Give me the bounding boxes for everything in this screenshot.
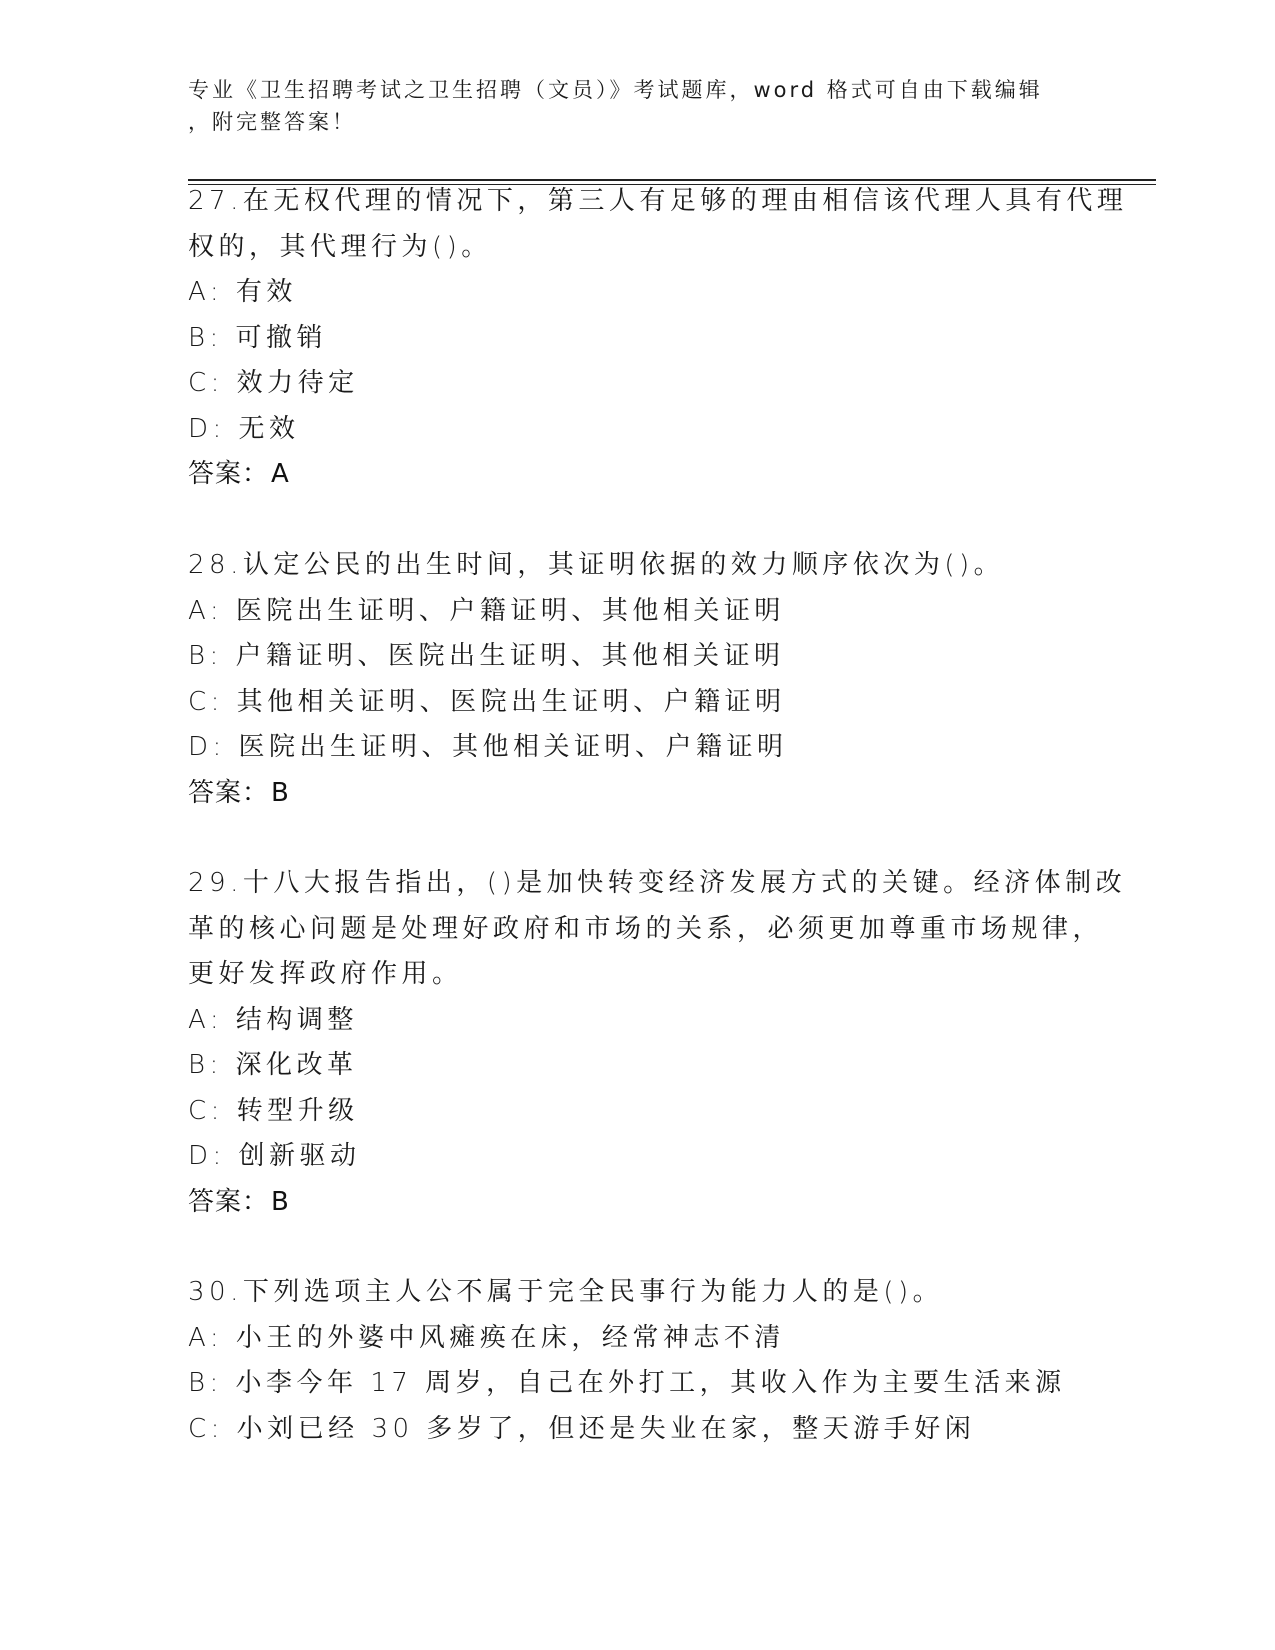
answer-value: B [271,1186,290,1217]
answer-label: 答案： [188,1186,270,1217]
option-c: C: 转型升级 [188,1095,359,1126]
option-c: C: 其他相关证明、医院出生证明、户籍证明 [188,686,786,717]
option-d: D: 无效 [188,413,300,444]
answer-line [188,771,1088,817]
option-c: C: 小刘已经 30 多岁了，但还是失业在家，整天游手好闲 [188,1413,976,1444]
option-a: A: 结构调整 [188,1004,358,1035]
question-stem-line: 29.十八大报告指出，()是加快转变经济发展方式的关键。经济体制改 [188,868,1127,898]
question-stem-line: 28.认定公民的出生时间，其证明依据的效力顺序依次为()。 [188,550,1005,580]
question-stem-line: 权的，其代理行为()。 [188,231,492,262]
option-a: A: 医院出生证明、户籍证明、其他相关证明 [188,595,785,626]
document-header [188,74,1088,138]
answer-line [188,1180,1088,1226]
option-d: D: 创新驱动 [188,1141,361,1171]
option-b: B: 深化改革 [188,1050,358,1080]
question-28 [188,543,1088,816]
option-a: A: 有效 [188,277,297,307]
header-title-line-2: ，附完整答案！ [188,110,356,134]
question-stem-line: 更好发挥政府作用。 [188,959,463,989]
question-30 [188,1270,1088,1452]
answer-line [188,452,1088,498]
question-27 [188,179,1128,498]
question-stem-line: 革的核心问题是处理好政府和市场的关系，必须更加尊重市场规律， [188,913,1104,944]
question-29 [188,861,1127,1225]
header-title-line-1: 专业《卫生招聘考试之卫生招聘（文员）》考试题库，word 格式可自由下载编辑 [188,78,1043,102]
option-b: B: 可撤销 [188,322,328,353]
option-b: B: 小李今年 17 周岁，自己在外打工，其收入作为主要生活来源 [188,1368,1066,1398]
answer-value: B [271,777,290,808]
answer-value: A [271,459,290,489]
option-c: C: 效力待定 [188,368,359,398]
question-stem-line: 30.下列选项主人公不属于完全民事行为能力人的是()。 [188,1277,944,1307]
answer-label: 答案： [188,777,270,808]
answer-label: 答案： [188,459,270,489]
question-stem-line: 27.在无权代理的情况下，第三人有足够的理由相信该代理人具有代理 [188,186,1128,216]
option-b: B: 户籍证明、医院出生证明、其他相关证明 [188,641,785,671]
option-d: D: 医院出生证明、其他相关证明、户籍证明 [188,732,788,762]
option-a: A: 小王的外婆中风瘫痪在床，经常神志不清 [188,1322,785,1353]
